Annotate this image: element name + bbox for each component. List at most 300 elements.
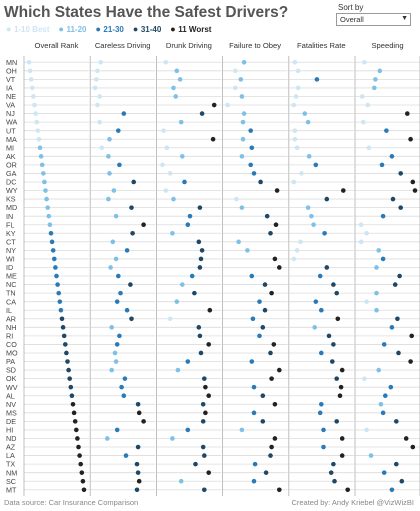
rank-dot[interactable] <box>381 411 386 416</box>
rank-dot[interactable] <box>141 419 146 424</box>
rank-dot[interactable] <box>199 257 204 262</box>
rank-dot[interactable] <box>252 479 257 484</box>
rank-dot[interactable] <box>197 240 202 245</box>
rank-dot[interactable] <box>269 376 274 381</box>
rank-dot[interactable] <box>116 274 121 279</box>
rank-dot[interactable] <box>128 282 133 287</box>
rank-dot[interactable] <box>292 103 297 108</box>
rank-dot[interactable] <box>31 94 36 99</box>
rank-dot[interactable] <box>32 103 37 108</box>
rank-dot[interactable] <box>292 257 297 262</box>
rank-dot[interactable] <box>327 334 332 339</box>
rank-dot[interactable] <box>115 342 120 347</box>
rank-dot[interactable] <box>411 180 416 185</box>
rank-dot[interactable] <box>124 453 129 458</box>
rank-dot[interactable] <box>27 60 32 65</box>
rank-dot[interactable] <box>306 205 311 210</box>
rank-dot[interactable] <box>361 120 366 125</box>
rank-dot[interactable] <box>176 368 181 373</box>
rank-dot[interactable] <box>129 205 134 210</box>
rank-dot[interactable] <box>94 77 99 82</box>
rank-dot[interactable] <box>294 94 299 99</box>
rank-dot[interactable] <box>122 393 127 398</box>
rank-dot[interactable] <box>331 462 336 467</box>
rank-dot[interactable] <box>192 291 197 296</box>
rank-dot[interactable] <box>306 120 311 125</box>
rank-dot[interactable] <box>71 402 76 407</box>
rank-dot[interactable] <box>272 342 277 347</box>
rank-dot[interactable] <box>180 282 185 287</box>
rank-dot[interactable] <box>318 411 323 416</box>
rank-dot[interactable] <box>182 180 187 185</box>
rank-dot[interactable] <box>296 86 301 91</box>
rank-dot[interactable] <box>400 479 405 484</box>
rank-dot[interactable] <box>193 462 198 467</box>
rank-dot[interactable] <box>263 282 268 287</box>
rank-dot[interactable] <box>245 248 250 253</box>
rank-dot[interactable] <box>398 171 403 176</box>
rank-dot[interactable] <box>38 145 43 150</box>
rank-dot[interactable] <box>168 171 173 176</box>
rank-dot[interactable] <box>321 428 326 433</box>
rank-dot[interactable] <box>295 248 300 253</box>
rank-dot[interactable] <box>240 428 245 433</box>
rank-dot[interactable] <box>332 479 337 484</box>
rank-dot[interactable] <box>117 163 122 168</box>
rank-dot[interactable] <box>369 453 374 458</box>
rank-dot[interactable] <box>107 137 112 142</box>
rank-dot[interactable] <box>391 197 396 202</box>
rank-dot[interactable] <box>179 479 184 484</box>
rank-dot[interactable] <box>233 69 238 74</box>
rank-dot[interactable] <box>251 316 256 321</box>
rank-dot[interactable] <box>383 393 388 398</box>
rank-dot[interactable] <box>175 299 180 304</box>
rank-dot[interactable] <box>175 69 180 74</box>
rank-dot[interactable] <box>100 145 105 150</box>
rank-dot[interactable] <box>248 163 253 168</box>
rank-dot[interactable] <box>113 351 118 356</box>
rank-dot[interactable] <box>241 120 246 125</box>
rank-dot[interactable] <box>141 222 146 227</box>
rank-dot[interactable] <box>405 111 410 116</box>
rank-dot[interactable] <box>135 487 140 492</box>
rank-dot[interactable] <box>234 197 239 202</box>
rank-dot[interactable] <box>61 325 66 330</box>
rank-dot[interactable] <box>54 274 59 279</box>
rank-dot[interactable] <box>130 231 135 236</box>
rank-dot[interactable] <box>64 351 69 356</box>
rank-dot[interactable] <box>239 77 244 82</box>
rank-dot[interactable] <box>261 393 266 398</box>
rank-dot[interactable] <box>117 334 122 339</box>
rank-dot[interactable] <box>201 419 206 424</box>
rank-dot[interactable] <box>379 402 384 407</box>
rank-dot[interactable] <box>202 376 207 381</box>
rank-dot[interactable] <box>212 103 217 108</box>
rank-dot[interactable] <box>261 419 266 424</box>
rank-dot[interactable] <box>114 359 119 364</box>
rank-dot[interactable] <box>60 316 65 321</box>
rank-dot[interactable] <box>275 188 280 193</box>
rank-dot[interactable] <box>95 69 100 74</box>
rank-dot[interactable] <box>201 445 206 450</box>
rank-dot[interactable] <box>186 428 191 433</box>
rank-dot[interactable] <box>298 240 303 245</box>
rank-dot[interactable] <box>65 359 70 364</box>
rank-dot[interactable] <box>299 171 304 176</box>
rank-dot[interactable] <box>258 180 263 185</box>
rank-dot[interactable] <box>318 274 323 279</box>
rank-dot[interactable] <box>321 445 326 450</box>
rank-dot[interactable] <box>359 240 364 245</box>
rank-dot[interactable] <box>293 137 298 142</box>
rank-dot[interactable] <box>329 470 334 475</box>
rank-dot[interactable] <box>171 86 176 91</box>
rank-dot[interactable] <box>367 145 372 150</box>
rank-dot[interactable] <box>42 180 47 185</box>
rank-dot[interactable] <box>40 163 45 168</box>
rank-dot[interactable] <box>309 214 314 219</box>
rank-dot[interactable] <box>325 197 330 202</box>
rank-dot[interactable] <box>70 393 75 398</box>
rank-dot[interactable] <box>112 188 117 193</box>
rank-dot[interactable] <box>165 145 170 150</box>
rank-dot[interactable] <box>364 299 369 304</box>
rank-dot[interactable] <box>203 385 208 390</box>
rank-dot[interactable] <box>362 60 367 65</box>
rank-dot[interactable] <box>137 411 142 416</box>
rank-dot[interactable] <box>319 308 324 313</box>
rank-dot[interactable] <box>160 163 165 168</box>
rank-dot[interactable] <box>190 274 195 279</box>
rank-dot[interactable] <box>315 77 320 82</box>
rank-dot[interactable] <box>340 368 345 373</box>
rank-dot[interactable] <box>119 385 124 390</box>
rank-dot[interactable] <box>200 111 205 116</box>
rank-dot[interactable] <box>188 214 193 219</box>
rank-dot[interactable] <box>296 69 301 74</box>
rank-dot[interactable] <box>253 462 258 467</box>
rank-dot[interactable] <box>93 86 98 91</box>
rank-dot[interactable] <box>257 299 262 304</box>
rank-dot[interactable] <box>115 299 120 304</box>
rank-dot[interactable] <box>319 402 324 407</box>
rank-dot[interactable] <box>198 334 203 339</box>
rank-dot[interactable] <box>263 308 268 313</box>
rank-dot[interactable] <box>364 428 369 433</box>
rank-dot[interactable] <box>252 411 257 416</box>
rank-dot[interactable] <box>197 325 202 330</box>
rank-dot[interactable] <box>365 103 370 108</box>
rank-dot[interactable] <box>202 487 207 492</box>
rank-dot[interactable] <box>170 231 175 236</box>
rank-dot[interactable] <box>206 470 211 475</box>
rank-dot[interactable] <box>376 368 381 373</box>
rank-dot[interactable] <box>360 94 365 99</box>
rank-dot[interactable] <box>390 487 395 492</box>
rank-dot[interactable] <box>307 154 312 159</box>
rank-dot[interactable] <box>179 120 184 125</box>
rank-dot[interactable] <box>36 128 41 133</box>
rank-dot[interactable] <box>136 445 141 450</box>
rank-dot[interactable] <box>277 265 282 270</box>
rank-dot[interactable] <box>393 282 398 287</box>
rank-dot[interactable] <box>340 436 345 441</box>
rank-dot[interactable] <box>106 154 111 159</box>
rank-dot[interactable] <box>394 419 399 424</box>
rank-dot[interactable] <box>29 77 34 82</box>
rank-dot[interactable] <box>129 316 134 321</box>
rank-dot[interactable] <box>201 402 206 407</box>
rank-dot[interactable] <box>382 342 387 347</box>
rank-dot[interactable] <box>295 145 300 150</box>
rank-dot[interactable] <box>293 60 298 65</box>
rank-dot[interactable] <box>178 77 183 82</box>
rank-dot[interactable] <box>82 487 87 492</box>
rank-dot[interactable] <box>98 60 103 65</box>
rank-dot[interactable] <box>390 325 395 330</box>
rank-dot[interactable] <box>269 291 274 296</box>
rank-dot[interactable] <box>173 94 178 99</box>
rank-dot[interactable] <box>273 257 278 262</box>
rank-dot[interactable] <box>373 77 378 82</box>
rank-dot[interactable] <box>380 163 385 168</box>
rank-dot[interactable] <box>389 385 394 390</box>
rank-dot[interactable] <box>198 205 203 210</box>
rank-dot[interactable] <box>372 86 377 91</box>
rank-dot[interactable] <box>250 359 255 364</box>
rank-dot[interactable] <box>107 171 112 176</box>
rank-dot[interactable] <box>108 265 113 270</box>
rank-dot[interactable] <box>374 291 379 296</box>
rank-dot[interactable] <box>135 462 140 467</box>
rank-dot[interactable] <box>384 128 389 133</box>
rank-dot[interactable] <box>398 205 403 210</box>
rank-dot[interactable] <box>408 137 413 142</box>
rank-dot[interactable] <box>62 334 67 339</box>
rank-dot[interactable] <box>381 257 386 262</box>
rank-dot[interactable] <box>56 291 61 296</box>
rank-dot[interactable] <box>273 402 278 407</box>
rank-dot[interactable] <box>340 453 345 458</box>
rank-dot[interactable] <box>334 376 339 381</box>
rank-dot[interactable] <box>269 445 274 450</box>
rank-dot[interactable] <box>225 103 230 108</box>
rank-dot[interactable] <box>322 231 327 236</box>
rank-dot[interactable] <box>208 308 213 313</box>
rank-dot[interactable] <box>114 214 119 219</box>
rank-dot[interactable] <box>413 188 418 193</box>
rank-dot[interactable] <box>378 69 383 74</box>
rank-dot[interactable] <box>381 214 386 219</box>
rank-dot[interactable] <box>319 351 324 356</box>
rank-dot[interactable] <box>76 445 81 450</box>
rank-dot[interactable] <box>51 248 56 253</box>
rank-dot[interactable] <box>66 368 71 373</box>
rank-dot[interactable] <box>136 402 141 407</box>
rank-dot[interactable] <box>114 257 119 262</box>
rank-dot[interactable] <box>409 334 414 339</box>
rank-dot[interactable] <box>268 351 273 356</box>
rank-dot[interactable] <box>236 240 241 245</box>
rank-dot[interactable] <box>206 393 211 398</box>
rank-dot[interactable] <box>44 197 49 202</box>
rank-dot[interactable] <box>331 342 336 347</box>
rank-dot[interactable] <box>265 214 270 219</box>
rank-dot[interactable] <box>109 368 114 373</box>
rank-dot[interactable] <box>95 103 100 108</box>
rank-dot[interactable] <box>250 145 255 150</box>
rank-dot[interactable] <box>408 359 413 364</box>
rank-dot[interactable] <box>199 351 204 356</box>
rank-dot[interactable] <box>240 205 245 210</box>
rank-dot[interactable] <box>186 359 191 364</box>
rank-dot[interactable] <box>198 265 203 270</box>
rank-dot[interactable] <box>30 86 35 91</box>
rank-dot[interactable] <box>241 137 246 142</box>
rank-dot[interactable] <box>396 351 401 356</box>
rank-dot[interactable] <box>331 282 336 287</box>
rank-dot[interactable] <box>390 154 395 159</box>
rank-dot[interactable] <box>345 487 350 492</box>
rank-dot[interactable] <box>33 111 38 116</box>
rank-dot[interactable] <box>97 94 102 99</box>
rank-dot[interactable] <box>257 334 262 339</box>
rank-dot[interactable] <box>53 265 58 270</box>
rank-dot[interactable] <box>125 308 130 313</box>
rank-dot[interactable] <box>63 342 68 347</box>
rank-dot[interactable] <box>106 197 111 202</box>
rank-dot[interactable] <box>52 257 57 262</box>
rank-dot[interactable] <box>341 188 346 193</box>
rank-dot[interactable] <box>203 411 208 416</box>
rank-dot[interactable] <box>202 453 207 458</box>
rank-dot[interactable] <box>364 231 369 236</box>
rank-dot[interactable] <box>277 368 282 373</box>
rank-dot[interactable] <box>395 316 400 321</box>
rank-dot[interactable] <box>97 120 102 125</box>
rank-dot[interactable] <box>211 137 216 142</box>
rank-dot[interactable] <box>125 248 130 253</box>
rank-dot[interactable] <box>72 411 77 416</box>
rank-dot[interactable] <box>69 385 74 390</box>
rank-dot[interactable] <box>75 436 80 441</box>
rank-dot[interactable] <box>261 325 266 330</box>
rank-dot[interactable] <box>34 120 39 125</box>
rank-dot[interactable] <box>314 163 319 168</box>
rank-dot[interactable] <box>168 316 173 321</box>
rank-dot[interactable] <box>47 214 52 219</box>
rank-dot[interactable] <box>404 436 409 441</box>
rank-dot[interactable] <box>248 128 253 133</box>
rank-dot[interactable] <box>277 487 282 492</box>
rank-dot[interactable] <box>334 419 339 424</box>
rank-dot[interactable] <box>73 419 78 424</box>
rank-dot[interactable] <box>81 479 86 484</box>
rank-dot[interactable] <box>273 436 278 441</box>
rank-dot[interactable] <box>43 188 48 193</box>
rank-dot[interactable] <box>303 111 308 116</box>
rank-dot[interactable] <box>111 240 116 245</box>
rank-dot[interactable] <box>314 299 319 304</box>
rank-dot[interactable] <box>116 128 121 133</box>
rank-dot[interactable] <box>50 240 55 245</box>
rank-dot[interactable] <box>376 248 381 253</box>
rank-dot[interactable] <box>242 60 247 65</box>
rank-dot[interactable] <box>382 470 387 475</box>
rank-dot[interactable] <box>312 325 317 330</box>
rank-dot[interactable] <box>74 428 79 433</box>
rank-dot[interactable] <box>338 393 343 398</box>
rank-dot[interactable] <box>293 128 298 133</box>
rank-dot[interactable] <box>137 479 142 484</box>
rank-dot[interactable] <box>252 171 257 176</box>
rank-dot[interactable] <box>374 265 379 270</box>
rank-dot[interactable] <box>118 291 123 296</box>
rank-dot[interactable] <box>67 376 72 381</box>
rank-dot[interactable] <box>122 111 127 116</box>
rank-dot[interactable] <box>311 222 316 227</box>
rank-dot[interactable] <box>115 428 120 433</box>
rank-dot[interactable] <box>105 436 110 441</box>
rank-dot[interactable] <box>123 376 128 381</box>
rank-dot[interactable] <box>171 197 176 202</box>
rank-dot[interactable] <box>250 274 255 279</box>
rank-dot[interactable] <box>41 171 46 176</box>
rank-dot[interactable] <box>77 453 82 458</box>
rank-dot[interactable] <box>58 299 63 304</box>
rank-dot[interactable] <box>264 470 269 475</box>
rank-dot[interactable] <box>206 342 211 347</box>
rank-dot[interactable] <box>362 376 367 381</box>
rank-dot[interactable] <box>49 231 54 236</box>
rank-dot[interactable] <box>292 180 297 185</box>
rank-dot[interactable] <box>268 453 273 458</box>
rank-dot[interactable] <box>186 222 191 227</box>
rank-dot[interactable] <box>233 86 238 91</box>
rank-dot[interactable] <box>28 69 33 74</box>
rank-dot[interactable] <box>170 436 175 441</box>
rank-dot[interactable] <box>240 154 245 159</box>
rank-dot[interactable] <box>359 222 364 227</box>
rank-dot[interactable] <box>37 137 42 142</box>
rank-dot[interactable] <box>374 308 379 313</box>
rank-dot[interactable] <box>80 470 85 475</box>
rank-dot[interactable] <box>330 359 335 364</box>
rank-dot[interactable] <box>252 385 257 390</box>
rank-dot[interactable] <box>48 222 53 227</box>
rank-dot[interactable] <box>161 128 166 133</box>
rank-dot[interactable] <box>336 316 341 321</box>
rank-dot[interactable] <box>109 325 114 330</box>
rank-dot[interactable] <box>78 462 83 467</box>
rank-dot[interactable] <box>136 470 141 475</box>
rank-dot[interactable] <box>164 188 169 193</box>
rank-dot[interactable] <box>200 248 205 253</box>
rank-dot[interactable] <box>59 308 64 313</box>
rank-dot[interactable] <box>45 205 50 210</box>
rank-dot[interactable] <box>394 462 399 467</box>
rank-dot[interactable] <box>274 222 279 227</box>
rank-dot[interactable] <box>397 274 402 279</box>
rank-dot[interactable] <box>334 291 339 296</box>
rank-dot[interactable] <box>242 111 247 116</box>
rank-dot[interactable] <box>180 154 185 159</box>
rank-dot[interactable] <box>164 60 169 65</box>
rank-dot[interactable] <box>240 94 245 99</box>
rank-dot[interactable] <box>39 154 44 159</box>
